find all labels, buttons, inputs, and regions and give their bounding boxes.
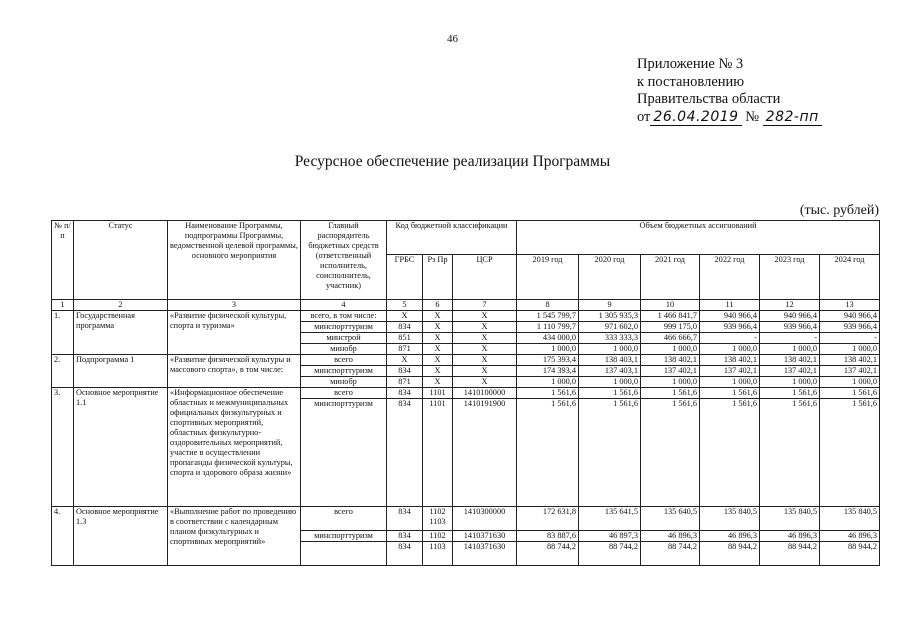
header-name: Наименование Программы, подпрограммы Программы, ведомственной целевой программы, основного мероприятия — [168, 221, 301, 300]
header-year: 2022 год — [700, 255, 760, 300]
row-value: 1 561,6 — [700, 399, 760, 507]
row-value: 940 966,4 — [820, 311, 880, 322]
row-manager: всего — [301, 507, 387, 531]
row-value: 172 631,8 — [517, 507, 579, 531]
row-manager: минспорттуризм — [301, 399, 387, 507]
row-value: 46 896,3 — [760, 531, 820, 542]
row-value: 1 000,0 — [517, 377, 579, 388]
row-value: 1 561,6 — [579, 388, 641, 399]
row-value: 1 561,6 — [517, 388, 579, 399]
table-row — [52, 507, 880, 531]
row-value: 1 561,6 — [579, 399, 641, 507]
row-rzpr: 1102 — [423, 531, 453, 542]
column-number: 13 — [820, 300, 880, 311]
row-csr: 1410191900 — [453, 399, 517, 507]
row-grbs: Х — [387, 355, 423, 366]
row-value: 138 402,1 — [641, 355, 700, 366]
document-title: Ресурсное обеспечение реализации Программы — [294, 153, 611, 170]
handwritten-date: 26.04.2019 — [650, 109, 741, 126]
row-value: 1 561,6 — [760, 399, 820, 507]
row-csr: 1410300000 — [453, 507, 517, 531]
row-rzpr: 1102 1103 — [423, 507, 453, 531]
row-value: 135 840,5 — [820, 507, 880, 531]
row-value: 88 944,2 — [700, 542, 760, 566]
row-value: 137 402,1 — [700, 366, 760, 377]
header-num: № п/п — [52, 221, 74, 300]
row-value: 46 896,3 — [700, 531, 760, 542]
row-manager: минспорттуризм — [301, 322, 387, 333]
column-number-row — [52, 300, 880, 311]
row-manager: всего, в том числе: — [301, 311, 387, 322]
row-grbs: 871 — [387, 344, 423, 355]
column-number: 5 — [387, 300, 423, 311]
row-manager: минобр — [301, 377, 387, 388]
row-value: 1 000,0 — [820, 377, 880, 388]
column-number: 12 — [760, 300, 820, 311]
appendix-date-line — [637, 109, 822, 127]
date-prefix: от — [637, 108, 651, 125]
row-status: Основное мероприятие 1.3 — [74, 507, 168, 566]
row-value: 137 402,1 — [820, 366, 880, 377]
table-row — [52, 311, 880, 322]
row-value: 83 887,6 — [517, 531, 579, 542]
row-grbs: 834 — [387, 399, 423, 507]
row-value: 1 561,6 — [641, 388, 700, 399]
header-year: 2019 год — [517, 255, 579, 300]
table-row — [52, 355, 880, 366]
row-value: 1 561,6 — [517, 399, 579, 507]
row-number: 3. — [52, 388, 74, 507]
row-value: 1 000,0 — [700, 377, 760, 388]
table-row — [52, 388, 880, 399]
row-rzpr: 1101 — [423, 388, 453, 399]
row-grbs: 834 — [387, 322, 423, 333]
row-rzpr: 1101 — [423, 399, 453, 507]
row-manager — [301, 542, 387, 566]
column-number: 1 — [52, 300, 74, 311]
row-name: «Развитие физической культуры и массового спорта», в том числе: — [168, 355, 301, 388]
row-csr: Х — [453, 366, 517, 377]
row-rzpr: 1103 — [423, 542, 453, 566]
row-rzpr: Х — [423, 377, 453, 388]
row-name: «Информационное обеспечение областных и межмуниципальных официальных физкультурных и спортивных мероприятий, областных физкультурно-оздоровительных мероприятий, участие в осуществлении пропаганды физической культуры, спорта и здорового образа жизни» — [168, 388, 301, 507]
row-status: Основное мероприятие 1.1 — [74, 388, 168, 507]
row-name: «Выполнение работ по проведению в соответствии с календарным планом физкультурных и спортивных мероприятий» — [168, 507, 301, 566]
column-number: 6 — [423, 300, 453, 311]
column-number: 3 — [168, 300, 301, 311]
row-value: 939 966,4 — [700, 322, 760, 333]
row-grbs: 834 — [387, 507, 423, 531]
row-value: 939 966,4 — [820, 322, 880, 333]
row-value: 88 744,2 — [517, 542, 579, 566]
row-rzpr: Х — [423, 333, 453, 344]
row-value: 1 000,0 — [820, 344, 880, 355]
header-rzpr: Рз Пр — [423, 255, 453, 300]
row-csr: Х — [453, 355, 517, 366]
row-value: 174 393,4 — [517, 366, 579, 377]
row-value: 46 897,3 — [579, 531, 641, 542]
row-value: 138 402,1 — [700, 355, 760, 366]
row-csr: 1410100000 — [453, 388, 517, 399]
row-manager: минстрой — [301, 333, 387, 344]
units-label: (тыс. рублей) — [799, 203, 879, 218]
row-value: 1 561,6 — [760, 388, 820, 399]
row-value: 1 000,0 — [579, 344, 641, 355]
row-value: 940 966,4 — [760, 311, 820, 322]
row-rzpr: Х — [423, 366, 453, 377]
row-value: 939 966,4 — [760, 322, 820, 333]
row-csr: Х — [453, 344, 517, 355]
header-manager: Главный распорядитель бюджетных средств (ответственный исполнитель, соисполнитель, участник) — [301, 221, 387, 300]
header-grbs: ГРБС — [387, 255, 423, 300]
row-csr: Х — [453, 377, 517, 388]
row-value: 175 393,4 — [517, 355, 579, 366]
header-year: 2024 год — [820, 255, 880, 300]
row-csr: Х — [453, 333, 517, 344]
appendix-line-1: Приложение № 3 — [637, 56, 744, 72]
row-rzpr: Х — [423, 355, 453, 366]
appendix-block — [637, 56, 822, 126]
row-value: 138 402,1 — [820, 355, 880, 366]
row-value: 135 640,5 — [641, 507, 700, 531]
header-year: 2020 год — [579, 255, 641, 300]
header-year: 2023 год — [760, 255, 820, 300]
row-value: 1 561,6 — [820, 388, 880, 399]
column-number: 4 — [301, 300, 387, 311]
header-year: 2021 год — [641, 255, 700, 300]
row-csr: Х — [453, 322, 517, 333]
row-value: 1 000,0 — [579, 377, 641, 388]
row-value: 1 000,0 — [760, 344, 820, 355]
row-value: 1 561,6 — [641, 399, 700, 507]
appendix-line-2: к постановлению — [637, 73, 745, 90]
row-value: 971 602,0 — [579, 322, 641, 333]
row-rzpr: Х — [423, 322, 453, 333]
row-csr: Х — [453, 311, 517, 322]
column-number: 10 — [641, 300, 700, 311]
column-number: 8 — [517, 300, 579, 311]
row-rzpr: Х — [423, 311, 453, 322]
row-rzpr: Х — [423, 344, 453, 355]
row-value: 466 666,7 — [641, 333, 700, 344]
row-grbs: 834 — [387, 366, 423, 377]
row-value: 135 641,5 — [579, 507, 641, 531]
header-code-group: Код бюджетной классификации — [387, 221, 517, 255]
row-status: Подпрограмма 1 — [74, 355, 168, 388]
row-value: 137 402,1 — [641, 366, 700, 377]
row-value: 88 744,2 — [641, 542, 700, 566]
row-value: 1 305 935,3 — [579, 311, 641, 322]
row-value: 46 896,3 — [641, 531, 700, 542]
row-value: 1 000,0 — [641, 377, 700, 388]
row-value: - — [820, 333, 880, 344]
row-grbs: 834 — [387, 542, 423, 566]
row-manager: минобр — [301, 344, 387, 355]
row-value: 138 402,1 — [760, 355, 820, 366]
row-value: - — [700, 333, 760, 344]
row-status: Государственная программа — [74, 311, 168, 355]
row-value: 1 000,0 — [700, 344, 760, 355]
row-manager: всего — [301, 355, 387, 366]
row-value: 88 944,2 — [760, 542, 820, 566]
row-value: 88 944,2 — [820, 542, 880, 566]
row-name: «Развитие физической культуры, спорта и туризма» — [168, 311, 301, 355]
row-value: 1 000,0 — [641, 344, 700, 355]
row-manager: минспорттуризм — [301, 366, 387, 377]
row-manager: всего — [301, 388, 387, 399]
column-number: 2 — [74, 300, 168, 311]
row-value: 88 744,2 — [579, 542, 641, 566]
resource-table — [51, 220, 880, 566]
row-value: 1 545 799,7 — [517, 311, 579, 322]
row-value: 333 333,3 — [579, 333, 641, 344]
row-csr: 1410371630 — [453, 542, 517, 566]
row-number: 2. — [52, 355, 74, 388]
row-value: 137 402,1 — [760, 366, 820, 377]
column-number: 11 — [700, 300, 760, 311]
row-value: - — [760, 333, 820, 344]
row-value: 1 561,6 — [820, 399, 880, 507]
row-value: 1 000,0 — [517, 344, 579, 355]
row-value: 135 840,5 — [700, 507, 760, 531]
row-value: 1 466 841,7 — [641, 311, 700, 322]
row-csr: 1410371630 — [453, 531, 517, 542]
row-value: 999 175,0 — [641, 322, 700, 333]
row-value: 1 110 799,7 — [517, 322, 579, 333]
row-grbs: Х — [387, 311, 423, 322]
row-number: 1. — [52, 311, 74, 355]
row-grbs: 834 — [387, 531, 423, 542]
column-number: 9 — [579, 300, 641, 311]
row-number: 4. — [52, 507, 74, 566]
header-status: Статус — [74, 221, 168, 300]
header-volume-group: Объем бюджетных ассигнований — [517, 221, 880, 255]
appendix-line-3: Правительства области — [637, 91, 781, 108]
row-value: 940 966,4 — [700, 311, 760, 322]
page-number: 46 — [447, 33, 458, 45]
row-value: 46 896,3 — [820, 531, 880, 542]
row-grbs: 851 — [387, 333, 423, 344]
row-value: 137 403,1 — [579, 366, 641, 377]
number-prefix: № — [745, 108, 760, 125]
handwritten-number: 282-пп — [763, 109, 822, 126]
row-value: 135 840,5 — [760, 507, 820, 531]
row-grbs: 834 — [387, 388, 423, 399]
row-grbs: 871 — [387, 377, 423, 388]
row-value: 434 000,0 — [517, 333, 579, 344]
row-value: 1 561,6 — [700, 388, 760, 399]
row-value: 138 403,1 — [579, 355, 641, 366]
header-csr: ЦСР — [453, 255, 517, 300]
row-manager: минспорттуризм — [301, 531, 387, 542]
row-value: 1 000,0 — [760, 377, 820, 388]
column-number: 7 — [453, 300, 517, 311]
